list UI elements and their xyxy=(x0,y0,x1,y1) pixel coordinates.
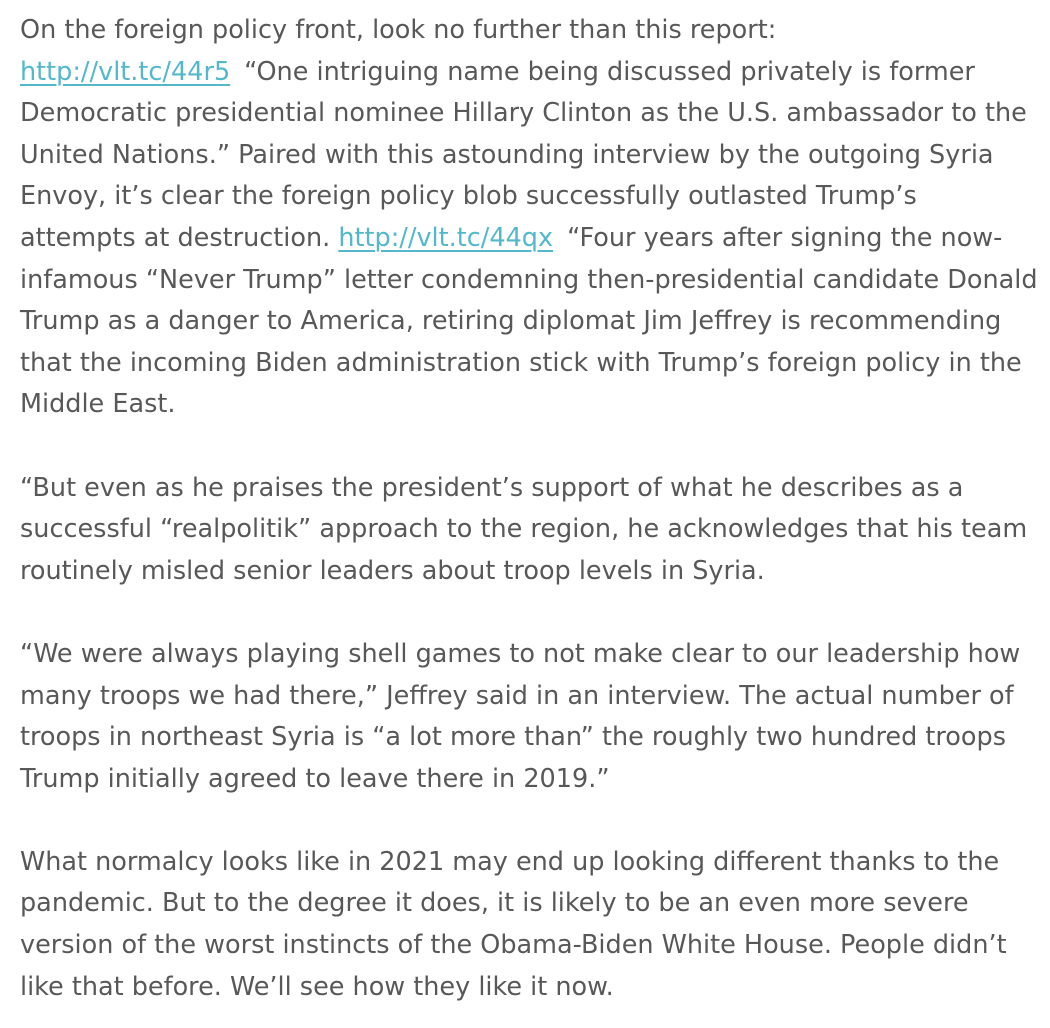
interview-quote-text: “Four years after signing the now-infamous “Never Trump” letter condemning then-presidential candidate Donald Trump as a danger to America, retiring diplomat Jim Jeffrey is recommending that the incoming Biden administration stick with Trump’s foreign policy in the Middle East. xyxy=(20,222,1038,420)
interview-link[interactable]: http://vlt.tc/44qx xyxy=(338,222,554,253)
paragraph-foreign-policy xyxy=(20,10,1038,426)
paragraph-intro-text: On the foreign policy front, look no further than this report: xyxy=(20,15,777,45)
report-link[interactable]: http://vlt.tc/44r5 xyxy=(20,56,231,87)
paragraph-shell-games: “We were always playing shell games to not make clear to our leadership how many troops we had there,” Jeffrey said in an interview. The actual number of troops in northeast Syria is “a lot more than” the roughly two hundred troops Trump initially agreed to leave there in 2019.” xyxy=(20,638,1021,794)
paragraph-normalcy: What normalcy looks like in 2021 may end up looking different thanks to the pandemic. But to the degree it does, it is likely to be an even more severe version of the worst instincts of the Obama-Biden White House. People didn’t like that before. We’ll see how they like it now. xyxy=(20,846,1007,1002)
paragraph-realpolitik: “But even as he praises the president’s support of what he describes as a successful “realpolitik” approach to the region, he acknowledges that his team routinely misled senior leaders about troop levels in Syria. xyxy=(20,472,1028,586)
report-quote-text: “One intriguing name being discussed privately is former Democratic presidential nominee Hillary Clinton as the U.S. ambassador to the United Nations.” Paired with this astounding interview by the outgoing Syria Envoy, it’s clear the foreign policy blob successfully outlasted Trump’s attempts at destruction. xyxy=(20,56,1027,253)
